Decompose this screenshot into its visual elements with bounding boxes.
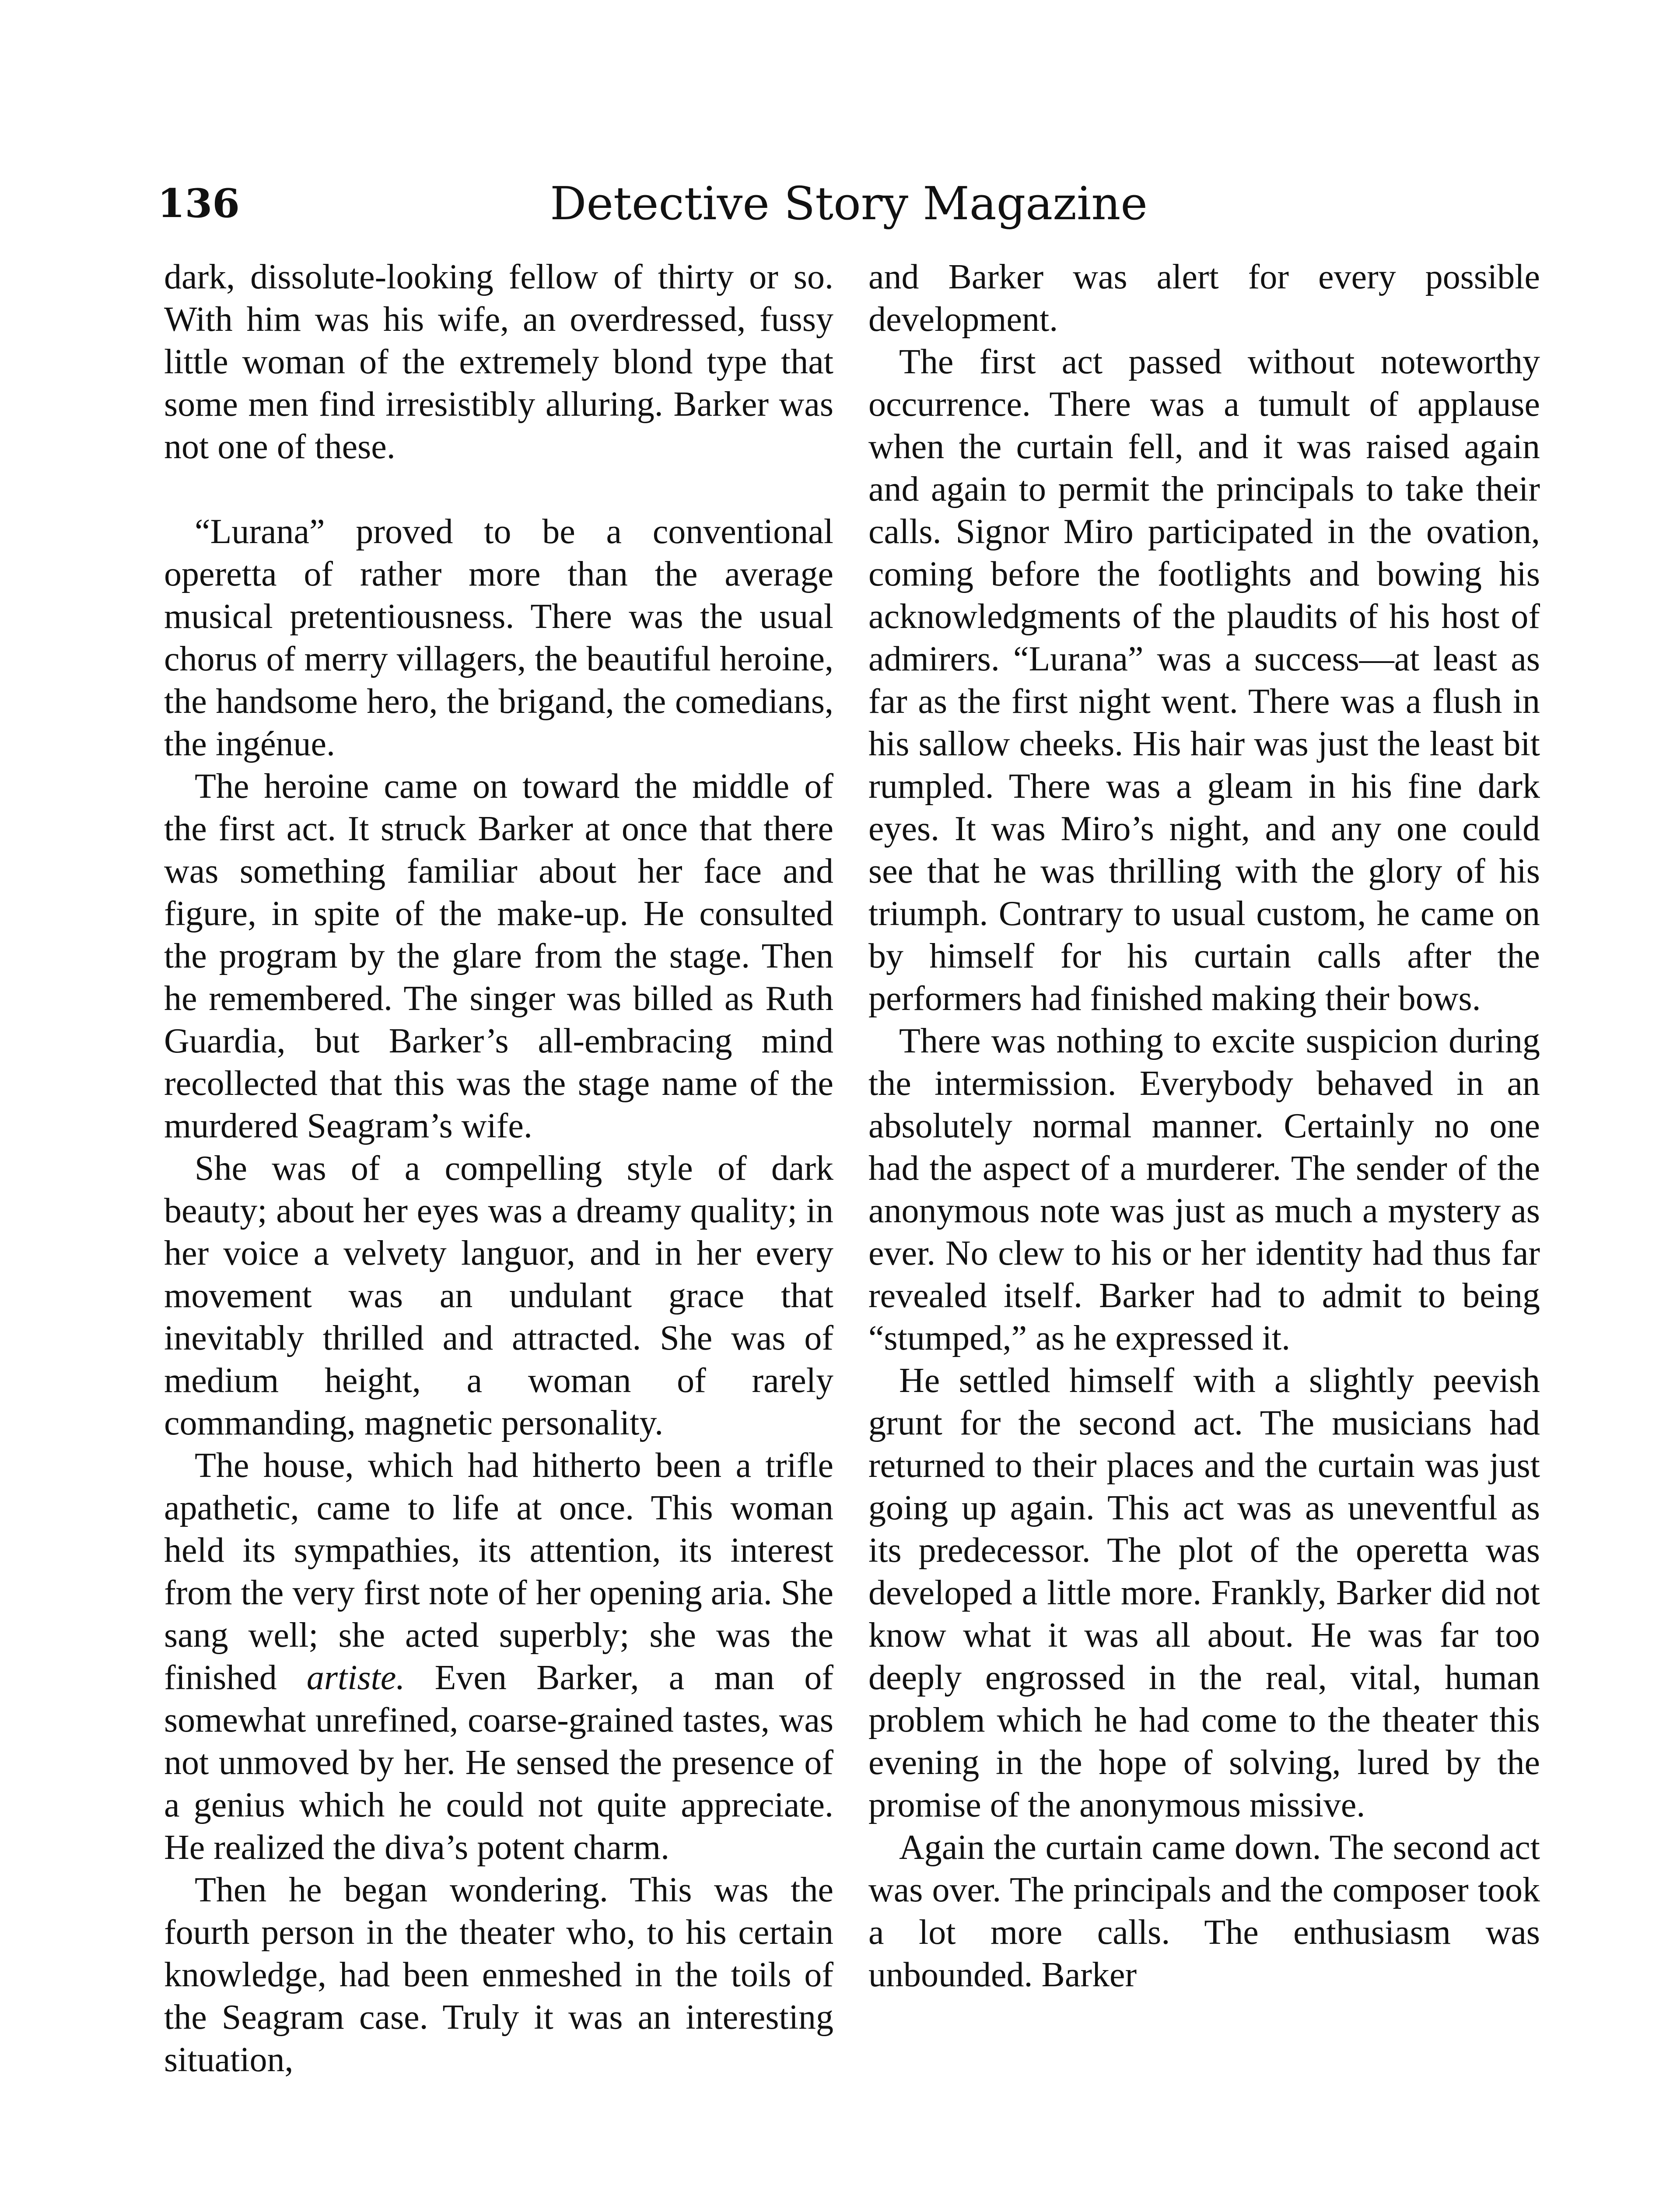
paragraph: dark, dissolute-looking fellow of thirty or so. With him was his wife, an overdressed, fussy little woman of the extremely blond type that some men find irresistibly alluring. Barker was not one of these. <box>164 258 833 466</box>
page-header <box>158 171 1540 236</box>
paragraph-text: The house, which had hitherto been a trifle apathetic, came to life at once. This woman held its sympathies, its attention, its interest from the very first note of her opening aria. She sang well; she acted superbly; she was the finished <box>164 1446 833 1697</box>
paragraph: He settled himself with a slightly peevish grunt for the second act. The musicians had returned to their places and the curtain was just going up again. This act was as uneventful as its predecessor. The plot of the operetta was developed a little more. Frankly, Barker did not know what it was all about. He was far too deeply engrossed in the real, vital, human problem which he had come to the theater this evening in the hope of solving, lured by the promise of the anonymous missive. <box>868 1361 1540 1824</box>
running-title: Detective Story Magazine <box>550 177 1148 230</box>
page-number: 136 <box>158 180 240 227</box>
italic-word: artiste. <box>306 1659 405 1697</box>
paragraph: The heroine came on toward the middle of the first act. It struck Barker at once that there was something familiar about her face and figure, in spite of the make-up. He consulted the program by the glare from the stage. Then he remembered. The singer was billed as Ruth Guardia, but Barker’s all-embracing mind recollected that this was the stage name of the murdered Seagram’s wife. <box>164 767 833 1145</box>
paragraph: Again the curtain came down. The second act was over. The principals and the composer took a lot more calls. The enthusiasm was unbounded. Barker <box>868 1828 1540 1994</box>
right-column <box>868 256 1540 1996</box>
paragraph: The first act passed without noteworthy occurrence. There was a tumult of applause when the curtain fell, and it was raised again and again to permit the principals to take their calls. Signor Miro participated in the ovation, coming before the footlights and bowing his acknowledgments of the plaudits of his host of admirers. “Lurana” was a success—at least as far as the first night went. There was a flush in his sallow cheeks. His hair was just the least bit rumpled. There was a gleam in his fine dark eyes. It was Miro’s night, and any one could see that he was thrilling with the glory of his triumph. Contrary to usual custom, he came on by himself for his curtain calls after the performers had finished making their bows. <box>868 343 1540 1018</box>
paragraph: “Lurana” proved to be a conventional operetta of rather more than the average musical pretentiousness. There was the usual chorus of merry villagers, the beautiful heroine, the handsome hero, the brigand, the comedians, the ingénue. <box>164 512 833 763</box>
left-column <box>164 256 833 2081</box>
paragraph: There was nothing to excite suspicion during the intermission. Everybody behaved in an absolutely normal manner. Certainly no one had the aspect of a murderer. The sender of the anonymous note was just as much a mystery as ever. No clew to his or her identity had thus far revealed itself. Barker had to admit to being “stumped,” as he expressed it. <box>868 1022 1540 1357</box>
paragraph <box>164 1445 833 1869</box>
paragraph: and Barker was alert for every possible development. <box>868 258 1540 339</box>
paragraph-text: Even Barker, a man of somewhat unrefined, coarse-grained tastes, was not unmoved by her. He sensed the presence of a genius which he could not quite appreciate. He realized the diva’s potent charm. <box>164 1659 834 1867</box>
paragraph: Then he began wondering. This was the fourth person in the theater who, to his certain knowledge, had been enmeshed in the toils of the Seagram case. Truly it was an interesting situation, <box>164 1871 833 2079</box>
paragraph: She was of a compelling style of dark beauty; about her eyes was a dreamy quality; in her voice a velvety languor, and in her every movement was an undulant grace that inevitably thrilled and attracted. She was of medium height, a woman of rarely commanding, magnetic personality. <box>164 1149 833 1442</box>
